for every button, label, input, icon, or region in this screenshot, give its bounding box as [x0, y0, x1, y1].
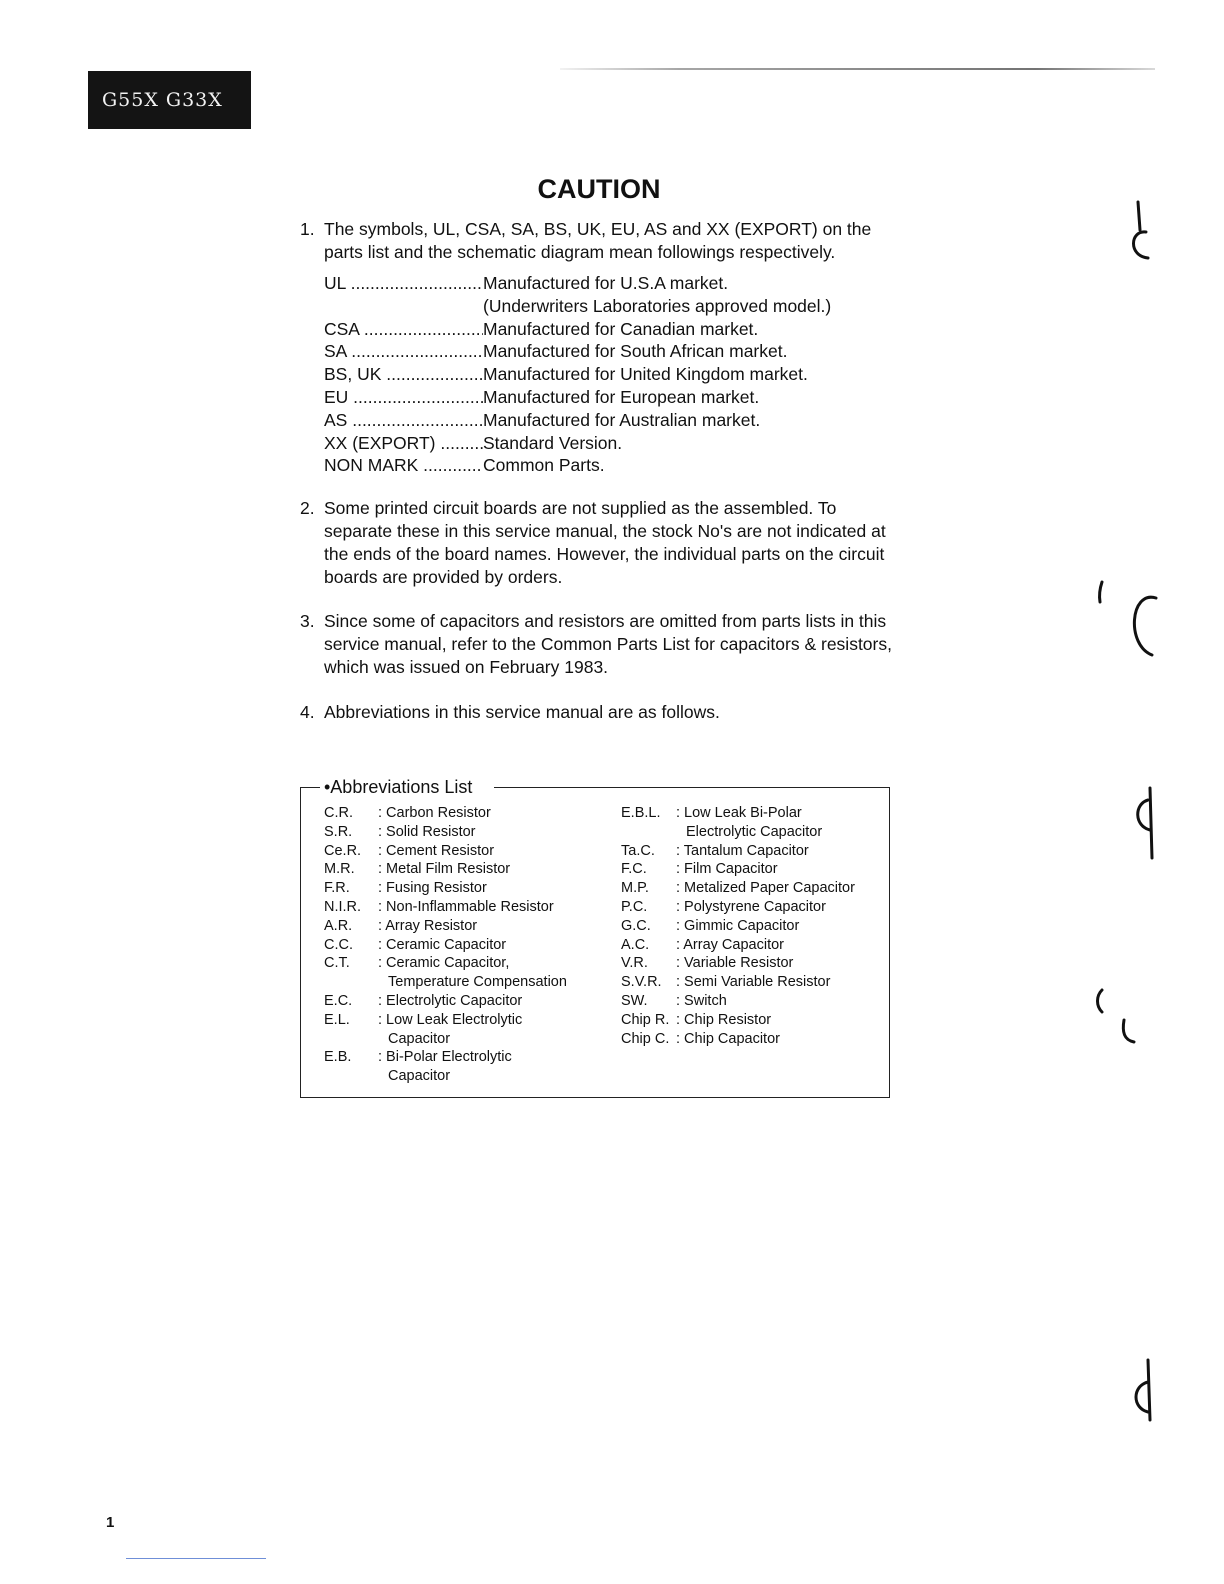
abbreviation-row	[621, 936, 886, 955]
market-description-continued: (Underwriters Laboratories approved model.)	[483, 295, 832, 316]
market-row	[324, 454, 884, 477]
abbreviation-code: Ta.C.	[621, 842, 655, 859]
abbreviation-description	[676, 992, 727, 1011]
abbreviation-meaning: : Gimmic Capacitor	[676, 917, 800, 934]
market-description: Manufactured for United Kingdom market.	[483, 364, 808, 385]
abbreviation-description	[378, 954, 567, 992]
abbreviation-code: F.R.	[324, 880, 350, 897]
abbreviation-meaning: : Cement Resistor	[378, 842, 495, 859]
abbreviation-row	[324, 936, 614, 955]
abbreviation-row	[621, 879, 886, 898]
abbreviation-code: SW.	[621, 992, 648, 1009]
abbreviation-meaning: : Solid Resistor	[378, 823, 476, 840]
abbreviation-row	[621, 804, 886, 842]
market-row	[324, 363, 884, 386]
item-text: Some printed circuit boards are not supplied as the assembled. To separate these in this service manual, the stock No's are not indicated at the ends of the board names. However, the individual parts on the circuit boards are provided by orders.	[324, 498, 886, 587]
market-description: Manufactured for Canadian market.	[483, 318, 759, 339]
item-number: 4.	[300, 702, 315, 722]
abbreviation-description	[676, 842, 809, 861]
abbreviation-code: E.C.	[324, 992, 353, 1009]
caution-item-1	[300, 218, 900, 264]
abbreviation-row	[324, 879, 614, 898]
abbreviation-meaning: : Bi-Polar Electrolytic	[378, 1049, 512, 1066]
abbreviation-code: G.C.	[621, 917, 651, 934]
abbreviation-meaning: : Carbon Resistor	[378, 805, 491, 821]
market-row	[324, 386, 884, 409]
abbreviation-description	[676, 973, 830, 992]
abbreviation-code: Chip C.	[621, 1030, 670, 1047]
abbreviation-row	[621, 860, 886, 879]
abbreviation-row	[621, 917, 886, 936]
abbreviation-row	[324, 860, 614, 879]
abbreviation-meaning: : Non-Inflammable Resistor	[378, 898, 554, 915]
abbreviation-description	[676, 936, 784, 955]
box-border	[300, 787, 320, 788]
abbreviation-meaning: : Fusing Resistor	[378, 880, 487, 897]
abbreviation-code: C.C.	[324, 936, 353, 953]
abbreviation-row	[324, 992, 614, 1011]
abbreviation-meaning: : Electrolytic Capacitor	[378, 992, 523, 1009]
abbreviation-description	[378, 1011, 522, 1049]
abbreviation-meaning: : Metal Film Resistor	[378, 861, 511, 878]
market-description: Manufactured for U.S.A market.	[483, 273, 729, 293]
abbreviation-meaning: : Ceramic Capacitor	[378, 936, 507, 953]
caution-item-2	[300, 497, 900, 589]
market-row	[324, 318, 884, 341]
item-text: Since some of capacitors and resistors are omitted from parts lists in this service manual, refer to the Common Parts List for capacitors & resistors, which was issued on February 1983.	[324, 611, 892, 677]
binding-hole-marks	[1090, 190, 1170, 1450]
abbreviation-row	[621, 898, 886, 917]
market-code: CSA .....	[324, 318, 483, 341]
abbreviation-row	[621, 954, 886, 973]
abbreviation-description	[378, 898, 554, 917]
bottom-rule	[126, 1558, 266, 1559]
abbreviation-description	[378, 823, 476, 842]
abbreviation-description	[378, 1048, 512, 1086]
abbreviation-row	[621, 842, 886, 861]
item-number: 2.	[300, 498, 315, 518]
abbreviation-code: E.B.L.	[621, 805, 661, 821]
abbreviation-meaning: : Ceramic Capacitor,	[378, 955, 510, 972]
market-symbols-list	[324, 272, 884, 477]
abbreviation-description	[378, 917, 477, 936]
box-border	[494, 787, 890, 788]
abbreviation-code: M.R.	[324, 861, 355, 878]
abbreviation-description	[676, 1011, 771, 1030]
abbreviation-meaning: : Chip Resistor	[676, 1011, 772, 1028]
abbreviation-meaning: : Chip Capacitor	[676, 1030, 780, 1047]
market-description: Manufactured for European market.	[483, 386, 760, 407]
abbreviation-meaning: : Low Leak Bi-Polar	[676, 805, 802, 821]
abbreviation-meaning-continued: Temperature Compensation	[388, 974, 567, 991]
abbreviation-description	[676, 860, 778, 879]
market-description: Common Parts.	[483, 455, 605, 476]
abbreviations-left-column	[324, 804, 614, 1086]
abbreviation-code: E.B.	[324, 1049, 352, 1066]
abbreviation-row	[621, 992, 886, 1011]
abbreviation-description	[378, 842, 494, 861]
abbreviation-row	[324, 842, 614, 861]
abbreviation-row	[324, 917, 614, 936]
market-row	[324, 432, 884, 455]
abbreviation-meaning-continued: Capacitor	[388, 1068, 451, 1085]
item-number: 3.	[300, 611, 315, 631]
abbreviation-description	[378, 936, 506, 955]
item-text: The symbols, UL, CSA, SA, BS, UK, EU, AS and XX (EXPORT) on the parts list and the schematic diagram mean followings respectively.	[324, 219, 872, 262]
abbreviation-description	[378, 860, 510, 879]
abbreviation-meaning: : Tantalum Capacitor	[676, 842, 809, 859]
market-description: Manufactured for South African market.	[483, 341, 788, 362]
top-rule	[560, 68, 1155, 70]
abbreviation-code: S.V.R.	[621, 974, 662, 991]
abbreviation-description	[676, 1030, 780, 1049]
abbreviation-description	[676, 917, 799, 936]
abbreviation-description	[378, 879, 487, 898]
market-code: EU .....	[324, 386, 483, 409]
abbreviation-meaning-continued: Electrolytic Capacitor	[686, 823, 823, 840]
market-description: Standard Version.	[483, 432, 623, 453]
model-label-tab	[88, 71, 251, 129]
abbreviation-meaning-continued: Capacitor	[388, 1030, 451, 1047]
abbreviation-row	[324, 1048, 614, 1086]
market-row	[324, 340, 884, 363]
market-description: Manufactured for Australian market.	[483, 409, 761, 430]
abbreviation-code: E.L.	[324, 1011, 350, 1028]
abbreviation-meaning: : Array Resistor	[378, 917, 478, 934]
caution-item-4	[300, 701, 900, 724]
abbreviation-row	[621, 1011, 886, 1030]
abbreviation-meaning: : Switch	[676, 992, 727, 1009]
abbreviation-row	[324, 954, 614, 992]
abbreviation-row	[621, 1030, 886, 1049]
abbreviation-row	[324, 804, 614, 823]
page-number: 1	[106, 1514, 115, 1531]
abbreviation-code: Ce.R.	[324, 842, 362, 859]
abbreviation-code: F.C.	[621, 861, 647, 878]
model-label: G55X G33X	[102, 89, 223, 111]
binding-marks	[1090, 190, 1170, 1450]
abbreviation-description	[676, 954, 793, 973]
market-row	[324, 272, 884, 295]
abbreviation-row	[621, 973, 886, 992]
market-code: AS .....	[324, 409, 483, 432]
abbreviation-description	[378, 992, 522, 1011]
abbreviation-row	[324, 898, 614, 917]
item-text: Abbreviations in this service manual are as follows.	[324, 702, 720, 722]
page-title: CAUTION	[537, 174, 661, 204]
abbreviation-code: C.R.	[324, 805, 353, 821]
abbreviation-code: M.P.	[621, 880, 649, 897]
market-row	[324, 409, 884, 432]
abbreviation-description	[676, 804, 822, 842]
abbreviation-meaning: : Array Capacitor	[676, 936, 784, 953]
abbreviation-code: V.R.	[621, 955, 648, 972]
abbreviation-meaning: : Film Capacitor	[676, 861, 778, 878]
abbreviation-description	[676, 898, 826, 917]
abbreviation-meaning: : Semi Variable Resistor	[676, 974, 831, 991]
market-code: NON MARK .....	[324, 454, 483, 477]
abbreviation-meaning: : Polystyrene Capacitor	[676, 898, 826, 915]
market-code: XX (EXPORT) .....	[324, 432, 483, 455]
item-number: 1.	[300, 219, 315, 239]
abbreviation-code: C.T.	[324, 955, 350, 972]
abbreviation-code: Chip R.	[621, 1011, 670, 1028]
abbreviation-code: A.R.	[324, 917, 353, 934]
abbreviation-row	[324, 823, 614, 842]
abbreviation-code: P.C.	[621, 898, 648, 915]
market-code: UL .....	[324, 272, 483, 295]
abbreviation-meaning: : Low Leak Electrolytic	[378, 1011, 523, 1028]
market-code: SA .....	[324, 340, 483, 363]
abbreviations-title: •Abbreviations List	[322, 777, 476, 798]
abbreviation-code: N.I.R.	[324, 898, 362, 915]
caution-item-3	[300, 610, 900, 679]
abbreviation-meaning: : Metalized Paper Capacitor	[676, 880, 855, 897]
market-code: BS, UK .....	[324, 363, 483, 386]
abbreviations-right-column	[621, 804, 886, 1048]
abbreviation-code: S.R.	[324, 823, 353, 840]
abbreviation-code: A.C.	[621, 936, 650, 953]
abbreviation-meaning: : Variable Resistor	[676, 955, 794, 972]
abbreviation-description	[378, 804, 491, 823]
abbreviation-description	[676, 879, 855, 898]
abbreviation-row	[324, 1011, 614, 1049]
